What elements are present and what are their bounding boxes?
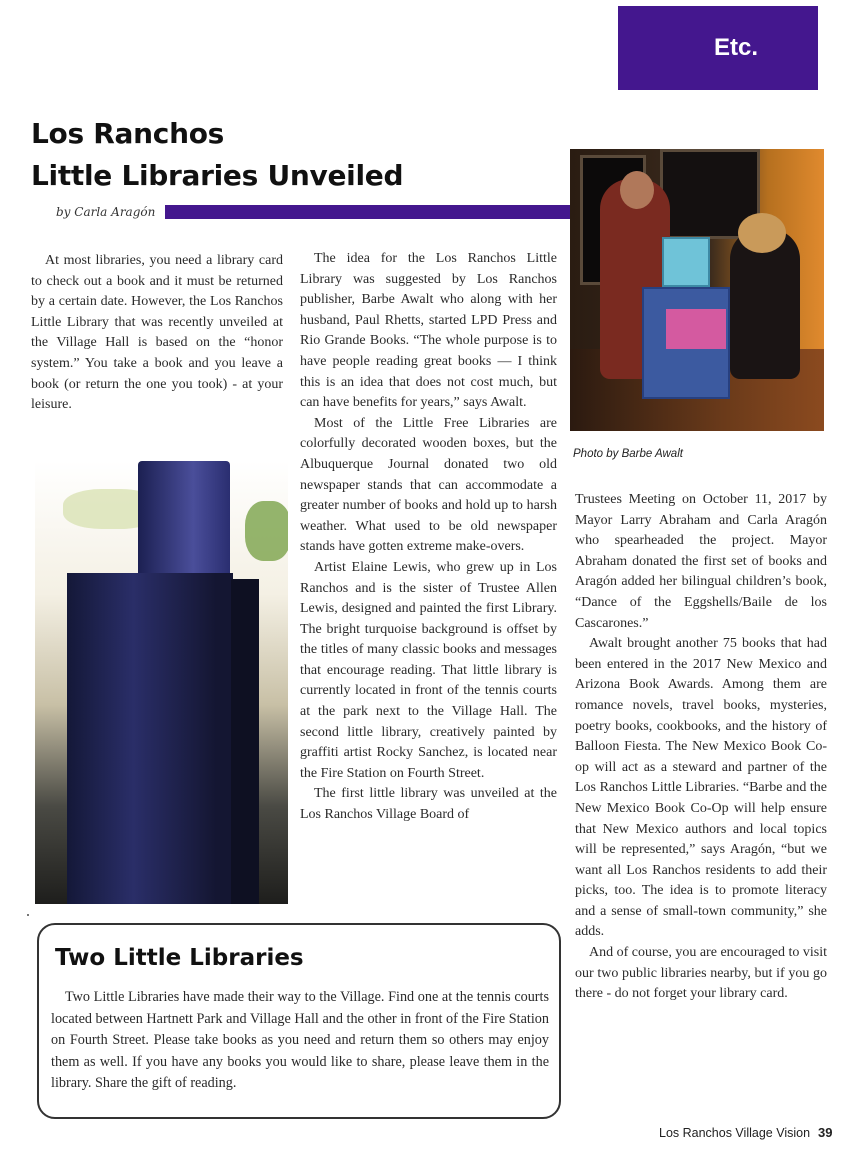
- paragraph: And of course, you are encouraged to visit our two public libraries nearby, but if you go there - do not forget your library card.: [575, 945, 827, 1002]
- callout-title: Two Little Libraries: [55, 945, 304, 971]
- paragraph: Most of the Little Free Libraries are colorfully decorated wooden boxes, but the Albuquerque Journal donated two old newspaper stands that can accommodate a greater number of books and hold up to harsh weather. What used to be old newspaper stands have gotten extreme make-overs.: [300, 415, 557, 555]
- paragraph: Awalt brought another 75 books that had been entered in the 2017 New Mexico and Arizona Book Awards. Among them are romance novels, travel books, mysteries, poetry books, cookbooks, and the history of Balloon Fiesta. The New Mexico Book Co-op will act as a steward and partner of the Los Ranchos Little Libraries. “Barbe and the New Mexico Book Co-Op will help ensure that New Mexico authors and local topics will be represented,” says Aragón, “but we want all Los Ranchos residents to add their picks, too. The idea is to promote literacy and a sense of small-town community,” she adds.: [575, 636, 827, 940]
- article-title-line1: Los Ranchos: [31, 117, 225, 150]
- section-label: Etc.: [713, 34, 758, 61]
- callout-body: Two Little Libraries have made their way to the Village. Find one at the tennis courts located between Hartnett Park and Village Hall and the other in front of the Fire Station on Fourth Street. Please take books as you need and return them so others may enjoy them as well. If you have any books you would like to share, please leave them in the library. Share the gift of reading.: [51, 989, 549, 1091]
- page-number: 39: [818, 1125, 833, 1140]
- callout-box: [37, 923, 561, 1119]
- paragraph: At most libraries, you need a library card to check out a book and it must be returned by a certain date. However, the Los Ranchos Little Library that was recently unveiled at the Village Hall is based on the “honor system.” You take a book and you leave a book (or return the one you took) - at your leisure.: [31, 253, 283, 413]
- article-title-line2: Little Libraries Unveiled: [31, 159, 404, 192]
- publication-name: Los Ranchos Village Vision: [659, 1126, 811, 1140]
- page-footer: [659, 1125, 833, 1140]
- paragraph: Artist Elaine Lewis, who grew up in Los Ranchos and is the sister of Trustee Allen Lewis, designed and painted the first Library. The bright turquoise background is offset by the titles of many classic books and messages that encourage reading. That little library is currently located in front of the tennis courts at the park next to the Village Hall. The second little library, creatively painted by graffiti artist Rocky Sanchez, is located near the Fire Station on Fourth Street.: [300, 559, 557, 781]
- byline-rule: [165, 205, 570, 219]
- paragraph: The idea for the Los Ranchos Little Library was suggested by Los Ranchos publisher, Barbe Awalt who along with her husband, Paul Rhetts, started LPD Press and Rio Grande Books. “The whole purpose is to have people reading great books — I think this is an idea that does not cost much, but can have benefits for years,” says Awalt.: [300, 251, 557, 411]
- article-column-2: [300, 249, 557, 826]
- section-tab: [618, 6, 818, 90]
- divider: [27, 914, 29, 916]
- photo-newspaper-stand-library: [35, 461, 288, 904]
- photo-volunteers-with-library: [570, 149, 824, 431]
- byline: by Carla Aragón: [56, 205, 156, 219]
- paragraph: Trustees Meeting on October 11, 2017 by Mayor Larry Abraham and Carla Aragón who spearheaded the project. Mayor Abraham donated the first set of books and Aragón added her bilingual children’s book, “Dance of the Eggshells/Baile de los Cascarones.”: [575, 492, 827, 631]
- photo-caption: Photo by Barbe Awalt: [573, 448, 683, 460]
- paragraph: The first little library was unveiled at the Los Ranchos Village Board of: [300, 786, 557, 823]
- article-column-3: [575, 490, 827, 1005]
- article-column-1: [31, 251, 283, 416]
- article-title: [31, 113, 551, 197]
